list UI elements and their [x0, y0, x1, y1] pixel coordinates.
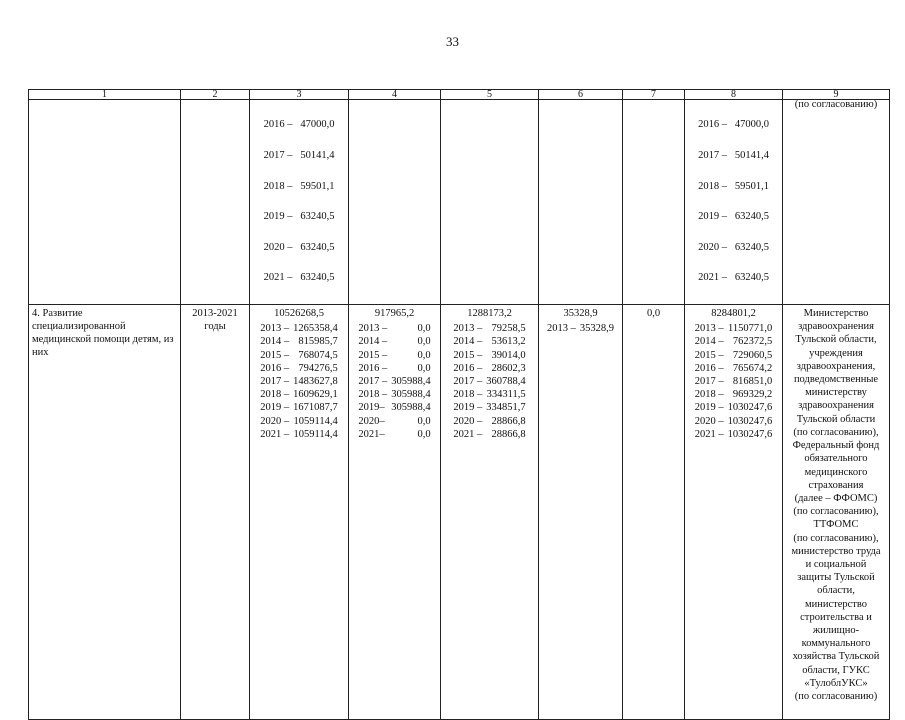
- row4-col3: [250, 305, 349, 720]
- year-value: 729060,5: [732, 349, 773, 361]
- year-value: 1059114,4: [293, 415, 338, 427]
- column-number-row: [29, 90, 890, 100]
- year-value: 79258,5: [491, 323, 526, 335]
- year-label: 2014 –: [260, 336, 290, 348]
- year-line: 2017 – 50141,4: [698, 150, 769, 162]
- org-line: медицинского: [804, 466, 868, 478]
- year-value: 0,0: [417, 349, 431, 361]
- org-line: строительства и: [800, 611, 872, 623]
- year-breakdown: [250, 320, 348, 441]
- year-value: 1609629,1: [293, 389, 338, 401]
- row4-col9: [783, 305, 890, 720]
- year-breakdown: [349, 320, 440, 441]
- year-line: 2018 – 59501,1: [263, 180, 335, 192]
- year-label: 2021 –: [453, 428, 483, 440]
- continuation-row: [29, 100, 890, 305]
- year-label: 2021 –: [694, 428, 724, 440]
- year-label: 2021–: [358, 428, 385, 440]
- row4-period: 2013-2021 годы: [181, 305, 250, 720]
- year-label: 2018 –: [453, 389, 483, 401]
- org-line: здравоохранения: [798, 321, 874, 333]
- year-label: 2019 –: [694, 402, 724, 414]
- org-line: здравоохранения: [798, 400, 874, 412]
- program-table: [28, 89, 890, 720]
- year-label: 2014 –: [358, 336, 388, 348]
- year-value: 816851,0: [732, 376, 773, 388]
- org-line: жилищно-: [812, 624, 860, 636]
- year-label: 2016 –: [358, 362, 388, 374]
- total-value: 10526268,5: [274, 308, 324, 320]
- col-header: 1: [29, 90, 181, 100]
- year-value: 1030247,6: [727, 428, 773, 440]
- row4-col8: [685, 305, 783, 720]
- row-4: [29, 305, 890, 720]
- year-label: 2013 –: [260, 323, 290, 335]
- org-line: «ТулоблУКС»: [804, 677, 868, 689]
- year-value: 28866,8: [491, 428, 526, 440]
- col-header: 3: [250, 90, 349, 100]
- year-value: 969329,2: [732, 389, 773, 401]
- year-label: 2020–: [358, 415, 385, 427]
- org-line: Тульской области: [796, 413, 876, 425]
- year-value: 1059114,4: [293, 428, 338, 440]
- year-label: 2019 –: [453, 402, 483, 414]
- year-label: 2018 –: [694, 389, 724, 401]
- org-line: страхования: [808, 479, 864, 491]
- year-label: 2017 –: [358, 376, 388, 388]
- total-value: 0,0: [646, 308, 661, 320]
- org-line: ТТФОМС: [813, 519, 859, 531]
- year-breakdown: [539, 320, 622, 335]
- year-value: 1150771,0: [728, 323, 773, 335]
- year-value: 1030247,6: [727, 415, 773, 427]
- year-line: 2016 – 47000,0: [263, 119, 335, 131]
- org-line: (по согласованию): [794, 690, 878, 702]
- year-value: 0,0: [417, 336, 431, 348]
- col-header: 6: [539, 90, 623, 100]
- total-value: 1288173,2: [467, 308, 512, 320]
- org-line: (по согласованию),: [793, 426, 879, 438]
- year-label: 2013 –: [694, 323, 724, 335]
- year-value: 305988,4: [391, 402, 431, 414]
- col-header: 7: [623, 90, 685, 100]
- year-line: 2020 – 63240,5: [263, 241, 335, 253]
- year-line: 2017 – 50141,4: [263, 150, 335, 162]
- year-label: 2018 –: [260, 389, 290, 401]
- page-number: 33: [446, 34, 459, 49]
- cont-col9: (по согласованию): [783, 100, 890, 305]
- year-value: 0,0: [417, 323, 431, 335]
- col-header: 9: [783, 90, 890, 100]
- year-value: 28602,3: [491, 362, 526, 374]
- org-line: коммунального: [801, 638, 871, 650]
- year-value: 334851,7: [486, 402, 526, 414]
- year-line: 2021 – 63240,5: [263, 272, 335, 284]
- total-value: 35328,9: [563, 308, 598, 320]
- year-value: 0,0: [417, 362, 431, 374]
- col-header: 5: [441, 90, 539, 100]
- year-label: 2014 –: [694, 336, 724, 348]
- year-label: 2013 –: [453, 323, 483, 335]
- year-value: 0,0: [417, 415, 431, 427]
- year-breakdown: [441, 320, 538, 441]
- org-line: области,: [817, 585, 855, 597]
- year-value: 28866,8: [491, 415, 526, 427]
- org-line: обязательного: [804, 453, 868, 465]
- total-value: 8284801,2: [711, 308, 756, 320]
- year-value: 815985,7: [298, 336, 338, 348]
- org-line: защиты Тульской: [797, 572, 875, 584]
- col-header: 2: [181, 90, 250, 100]
- year-label: 2017 –: [453, 376, 483, 388]
- cont-col8: [685, 100, 783, 305]
- year-label: 2019 –: [260, 402, 290, 414]
- year-label: 2020 –: [694, 415, 724, 427]
- year-value: 768074,5: [298, 349, 338, 361]
- year-value: 1483627,8: [293, 376, 338, 388]
- year-line: 2019 – 63240,5: [698, 211, 769, 223]
- org-line: и социальной: [805, 558, 867, 570]
- year-value: 334311,5: [486, 389, 526, 401]
- year-label: 2016 –: [260, 362, 290, 374]
- org-line: учреждения: [809, 347, 863, 359]
- year-value: 1030247,6: [727, 402, 773, 414]
- year-value: 0,0: [417, 428, 431, 440]
- org-line: здравоохранения,: [796, 360, 876, 372]
- year-value: 1671087,7: [293, 402, 338, 414]
- org-line: Министерство: [803, 308, 869, 320]
- org-line: (по согласованию),: [793, 506, 879, 518]
- year-label: 2014 –: [453, 336, 483, 348]
- org-line: области, ГУКС: [802, 664, 870, 676]
- col-header: 4: [349, 90, 441, 100]
- year-line: 2019 – 63240,5: [263, 211, 335, 223]
- year-breakdown: [685, 320, 782, 441]
- year-label: 2016 –: [694, 362, 724, 374]
- year-value: 53613,2: [491, 336, 526, 348]
- year-label: 2018 –: [358, 389, 388, 401]
- year-value: 39014,0: [491, 349, 526, 361]
- year-label: 2021 –: [260, 428, 290, 440]
- row4-name: 4. Развитие специализированной медицинской помощи детям, из них: [29, 305, 181, 720]
- year-value: 762372,5: [732, 336, 773, 348]
- year-label: 2019–: [358, 402, 385, 414]
- row4-col5: [441, 305, 539, 720]
- org-line: хозяйства Тульской: [792, 651, 880, 663]
- org-line: министерство труда: [791, 545, 881, 557]
- year-label: 2015 –: [453, 349, 483, 361]
- year-value: 1265358,4: [293, 323, 338, 335]
- org-line: министерству: [805, 387, 867, 399]
- year-label: 2013 –: [358, 323, 388, 335]
- org-line: (по согласованию),: [793, 532, 879, 544]
- year-label: 2016 –: [453, 362, 483, 374]
- year-label: 2015 –: [358, 349, 388, 361]
- col-header: 8: [685, 90, 783, 100]
- org-line: Тульской области,: [795, 334, 877, 346]
- org-line: министерство: [804, 598, 868, 610]
- year-value: 794276,5: [298, 362, 338, 374]
- year-value: 305988,4: [391, 376, 431, 388]
- year-label: 2017 –: [694, 376, 724, 388]
- org-line: Федеральный фонд: [792, 440, 880, 452]
- row4-col7: [623, 305, 685, 720]
- year-line: 2018 – 59501,1: [698, 180, 769, 192]
- year-label: 2017 –: [260, 376, 290, 388]
- year-label: 2020 –: [453, 415, 483, 427]
- org-line: подведомственные: [793, 374, 879, 386]
- cont-col3: [250, 100, 349, 305]
- total-value: 917965,2: [374, 308, 415, 320]
- year-value: 35328,9: [579, 323, 614, 335]
- row4-col4: [349, 305, 441, 720]
- year-line: 2016 – 47000,0: [698, 119, 769, 131]
- year-label: 2013 –: [547, 323, 576, 335]
- year-value: 765674,2: [732, 362, 773, 374]
- year-value: 305988,4: [391, 389, 431, 401]
- year-line: 2020 – 63240,5: [698, 241, 769, 253]
- year-label: 2015 –: [260, 349, 290, 361]
- year-label: 2020 –: [260, 415, 290, 427]
- year-value: 360788,4: [486, 376, 526, 388]
- year-line: 2021 – 63240,5: [698, 272, 769, 284]
- row4-col6: [539, 305, 623, 720]
- responsible-orgs: [783, 305, 889, 703]
- year-label: 2015 –: [694, 349, 724, 361]
- org-line: (далее – ФФОМС): [794, 492, 878, 504]
